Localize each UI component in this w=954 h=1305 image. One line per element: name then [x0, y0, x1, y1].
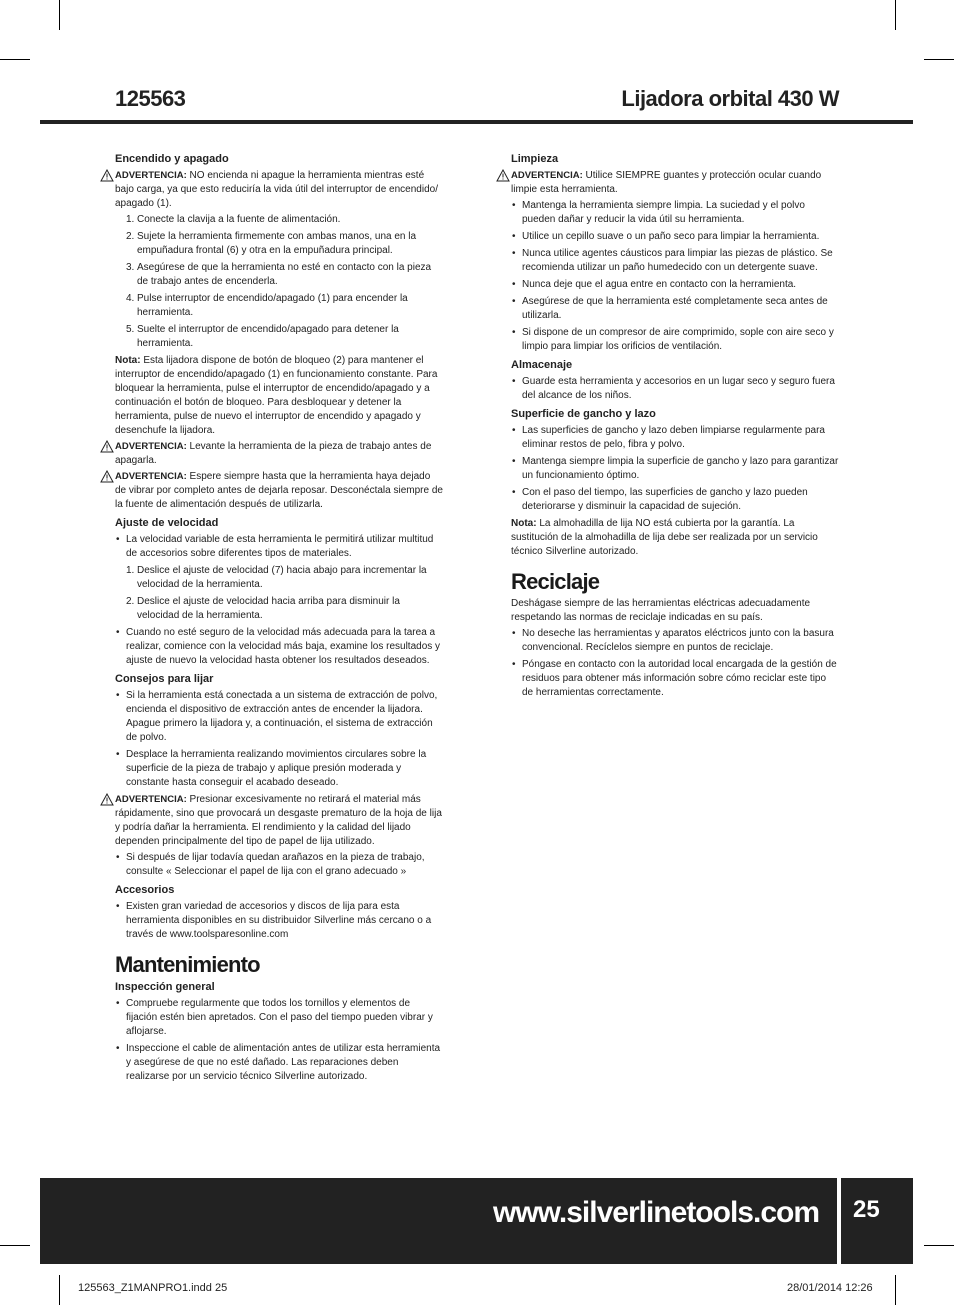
- page-number-box: [841, 1178, 913, 1264]
- bullet-list: [115, 900, 443, 942]
- note-paragraph: [511, 517, 839, 559]
- section-heading: Inspección general: [115, 981, 215, 993]
- warning-text: Utilice SIEMPRE guantes y protección ocular cuando limpie esta herramienta.: [511, 170, 822, 195]
- list-item: • Póngase en contacto con la autoridad local encargada de la gestión de residuos para obtener más información sobre cómo reciclar este tipo de herramientas correctamente.: [522, 658, 839, 700]
- warning-paragraph: [115, 169, 443, 211]
- website-link[interactable]: www.silverlinetools.com: [493, 1196, 819, 1229]
- warning-paragraph: [115, 793, 443, 849]
- list-item: • Con el paso del tiempo, las superficies de gancho y lazo pueden deteriorarse y disminuir la capacidad de sujeción.: [522, 486, 839, 514]
- step-text: Deslice el ajuste de velocidad hacia arriba para disminuir la velocidad de la herramienta.: [137, 596, 400, 621]
- warning-paragraph: [115, 470, 443, 512]
- step-number: 2.: [126, 596, 135, 607]
- footer-bar: [40, 1178, 837, 1264]
- list-item: • Mantenga la herramienta siempre limpia. La suciedad y el polvo pueden dañar y reducir la vida útil su herramienta.: [522, 199, 839, 227]
- section-title: Mantenimiento: [115, 952, 260, 977]
- list-item: [126, 595, 443, 623]
- warning-label: ADVERTENCIA:: [115, 170, 187, 181]
- bullet-list: [511, 627, 839, 700]
- bullet-list: [115, 851, 443, 879]
- bullet-list: [511, 375, 839, 403]
- page-number: 25: [853, 1196, 880, 1223]
- note-text: La almohadilla de lija NO está cubierta por la garantía. La sustitución de la almohadilla de lija debe ser realizada por un servicio técnico Silverline autorizado.: [511, 518, 818, 557]
- warning-text: Levante la herramienta de la pieza de trabajo antes de apagarla.: [115, 441, 432, 466]
- list-item: [126, 323, 443, 351]
- step-text: Asegúrese de que la herramienta no esté en contacto con la pieza de trabajo antes de encenderla.: [137, 262, 432, 287]
- left-column: [115, 152, 443, 1087]
- list-item: • Si después de lijar todavía quedan arañazos en la pieza de trabajo, consulte « Seleccionar el papel de lija con el grano adecuado »: [126, 851, 443, 879]
- crop-mark: [59, 0, 60, 30]
- crop-mark: [0, 59, 30, 60]
- list-item: • Nunca deje que el agua entre en contacto con la herramienta.: [522, 278, 839, 292]
- warning-paragraph: [115, 440, 443, 468]
- numbered-list: [115, 564, 443, 623]
- warning-icon: [496, 169, 510, 182]
- list-item: • La velocidad variable de esta herramienta le permitirá utilizar multitud de accesorios sobre diferentes tipos de materiales.: [126, 533, 443, 561]
- list-item: • Desplace la herramienta realizando movimientos circulares sobre la superficie de la pieza de trabajo y aplique presión moderada y constante hasta conseguir el acabado deseado.: [126, 748, 443, 790]
- crop-mark: [895, 1275, 896, 1305]
- note-paragraph: [115, 354, 443, 438]
- list-item: • Existen gran variedad de accesorios y discos de lija para esta herramienta disponibles en su distribuidor Silverline más cercano o a través de www.toolsparesonline.com: [126, 900, 443, 942]
- numbered-list: [115, 213, 443, 351]
- warning-icon: [100, 169, 114, 182]
- warning-label: ADVERTENCIA:: [115, 794, 187, 805]
- date-slug: 28/01/2014 12:26: [787, 1282, 873, 1294]
- step-text: Deslice el ajuste de velocidad (7) hacia abajo para incrementar la velocidad de la herramienta.: [137, 565, 427, 590]
- list-item: [126, 261, 443, 289]
- list-item: [126, 230, 443, 258]
- list-item: [126, 213, 443, 227]
- list-item: [126, 564, 443, 592]
- section-heading: Consejos para lijar: [115, 673, 214, 685]
- warning-label: ADVERTENCIA:: [115, 471, 187, 482]
- product-code: 125563: [115, 86, 186, 111]
- list-item: • Inspeccione el cable de alimentación antes de utilizar esta herramienta y asegúrese de que no esté dañado. Las reparaciones deben realizarse por un servicio técnico Silverline autorizado.: [126, 1042, 443, 1084]
- section-heading: Almacenaje: [511, 359, 573, 371]
- section-heading: Superficie de gancho y lazo: [511, 408, 656, 420]
- list-item: • Cuando no esté seguro de la velocidad más adecuada para la tarea a realizar, comience con la velocidad más baja, examine los resultados y ajuste de nuevo la velocidad hasta obtener los resultados deseados.: [126, 626, 443, 668]
- list-item: • Guarde esta herramienta y accesorios en un lugar seco y seguro fuera del alcance de los niños.: [522, 375, 839, 403]
- bullet-list: [115, 626, 443, 668]
- list-item: [126, 292, 443, 320]
- intro-paragraph: Deshágase siempre de las herramientas eléctricas adecuadamente respetando las normas de reciclaje indicadas en su país.: [511, 598, 811, 623]
- step-number: 3.: [126, 262, 135, 273]
- warning-text: NO encienda ni apague la herramienta mientras esté bajo carga, ya que esto reduciría la vida útil del interruptor de encendido/ apagado (1).: [115, 170, 438, 209]
- step-number: 1.: [126, 214, 135, 225]
- warning-label: ADVERTENCIA:: [115, 441, 187, 452]
- warning-icon: [100, 793, 114, 806]
- step-text: Conecte la clavija a la fuente de alimentación.: [137, 214, 341, 225]
- step-number: 1.: [126, 565, 135, 576]
- list-item: • Si la herramienta está conectada a un sistema de extracción de polvo, encienda el dispositivo de extracción antes de encender la lijadora. Apague primero la lijadora y, a continuación, el sistema de extracción de polvo.: [126, 689, 443, 745]
- list-item: • No deseche las herramientas y aparatos eléctricos junto con la basura convencional. Recíclelos siempre en puntos de reciclaje.: [522, 627, 839, 655]
- note-label: Nota:: [511, 518, 537, 529]
- bullet-list: [115, 997, 443, 1084]
- right-column: [511, 152, 839, 703]
- list-item: • Asegúrese de que la herramienta esté completamente seca antes de utilizarla.: [522, 295, 839, 323]
- list-item: • Si dispone de un compresor de aire comprimido, sople con aire seco y limpio para limpiar los orificios de ventilación.: [522, 326, 839, 354]
- step-text: Pulse interruptor de encendido/apagado (1) para encender la herramienta.: [137, 293, 408, 318]
- bullet-list: [115, 689, 443, 790]
- list-item: • Compruebe regularmente que todos los tornillos y elementos de fijación estén bien apretados. Con el paso del tiempo pueden vibrar y aflojarse.: [126, 997, 443, 1039]
- section-heading: Ajuste de velocidad: [115, 517, 219, 529]
- list-item: • Nunca utilice agentes cáusticos para limpiar las piezas de plástico. Se recomienda utilizar un paño humedecido con un detergente suave.: [522, 247, 839, 275]
- step-text: Sujete la herramienta firmemente con ambas manos, una en la empuñadura frontal (6) y otra en la empuñadura principal.: [137, 231, 417, 256]
- crop-mark: [895, 0, 896, 30]
- page-title: Lijadora orbital 430 W: [621, 86, 839, 111]
- section-heading: Limpieza: [511, 153, 559, 165]
- list-item: • Las superficies de gancho y lazo deben limpiarse regularmente para eliminar restos de pelo, fibra y polvo.: [522, 424, 839, 452]
- file-slug: 125563_Z1MANPRO1.indd 25: [78, 1282, 228, 1294]
- crop-mark: [924, 59, 954, 60]
- note-text: Esta lijadora dispone de botón de bloqueo (2) para mantener el interruptor de encendido/apagado (1) en funcionamiento constante. Para bloquear la herramienta, pulse el interruptor de encendido/apagado y a continuación el botón de bloqueo. Para desbloquear y detener la herramienta, pulse de nuevo el interruptor de encendido y apagado y desenchufe la lijadora.: [115, 355, 438, 436]
- crop-mark: [59, 1275, 60, 1305]
- warning-icon: [100, 440, 114, 453]
- crop-mark: [924, 1245, 954, 1246]
- warning-paragraph: [511, 169, 839, 197]
- step-number: 5.: [126, 324, 135, 335]
- section-heading: Accesorios: [115, 884, 175, 896]
- step-number: 4.: [126, 293, 135, 304]
- step-text: Suelte el interruptor de encendido/apagado para detener la herramienta.: [137, 324, 399, 349]
- list-item: • Mantenga siempre limpia la superficie de gancho y lazo para garantizar un funcionamiento óptimo.: [522, 455, 839, 483]
- warning-text: Espere siempre hasta que la herramienta haya dejado de vibrar por completo antes de dejarla reposar. Desconéctala siempre de la fuente de alimentación después de utilizarla.: [115, 471, 443, 510]
- section-title: Reciclaje: [511, 569, 600, 594]
- warning-label: ADVERTENCIA:: [511, 170, 583, 181]
- header-divider: [40, 120, 913, 124]
- bullet-list: [511, 424, 839, 514]
- list-item: • Utilice un cepillo suave o un paño seco para limpiar la herramienta.: [522, 230, 839, 244]
- section-heading: Encendido y apagado: [115, 153, 229, 165]
- note-label: Nota:: [115, 355, 141, 366]
- bullet-list: [511, 199, 839, 354]
- crop-mark: [0, 1245, 30, 1246]
- warning-icon: [100, 470, 114, 483]
- bullet-list: [115, 533, 443, 561]
- warning-text: Presionar excesivamente no retirará el material más rápidamente, sino que provocará un desgaste prematuro de la hoja de lija y podría dañar la herramienta. El rendimiento y la calidad del lijado dependen principalmente del tipo de papel de lija utilizado.: [115, 794, 442, 847]
- step-number: 2.: [126, 231, 135, 242]
